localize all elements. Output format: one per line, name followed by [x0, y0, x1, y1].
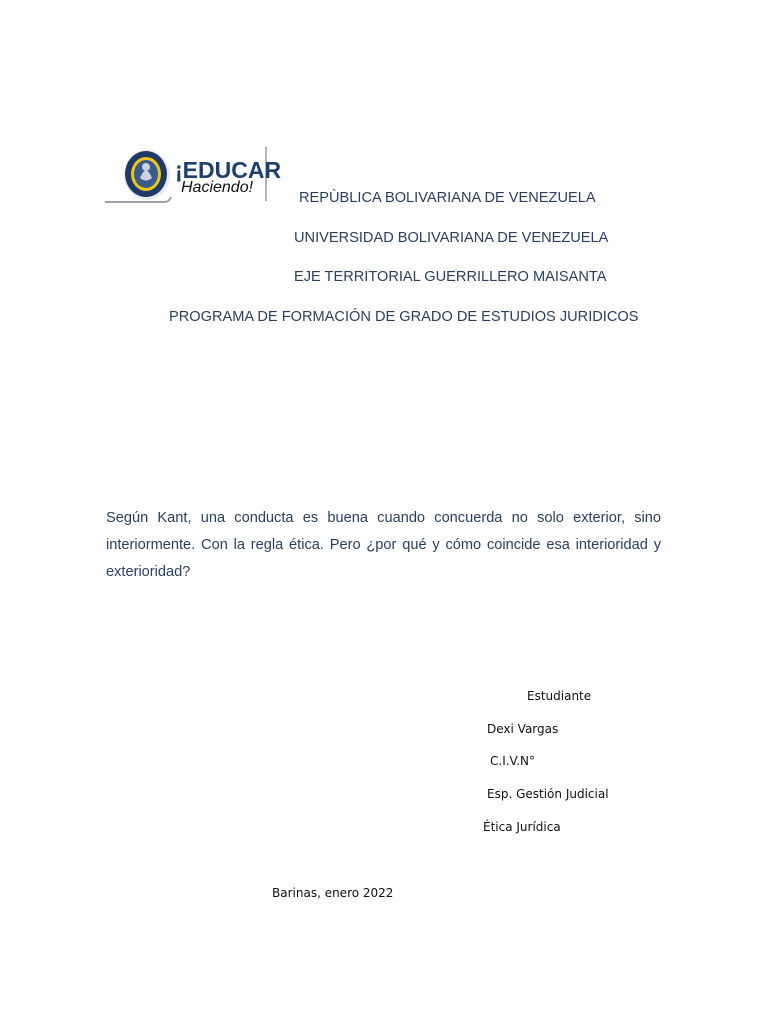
- header-territorial-axis: EJE TERRITORIAL GUERRILLERO MAISANTA: [294, 269, 607, 285]
- university-seal-icon: [124, 150, 170, 200]
- logo-text-haciendo: Haciendo!: [181, 179, 254, 196]
- student-name: Dexi Vargas: [487, 722, 559, 736]
- course-name: Ética Jurídica: [483, 820, 561, 834]
- header-program: PROGRAMA DE FORMACIÓN DE GRADO DE ESTUDIOS JURIDICOS: [169, 309, 639, 325]
- university-logo: [105, 145, 282, 207]
- header-republic: REPÙBLICA BOLIVARIANA DE VENEZUELA: [299, 190, 596, 206]
- logo-text-educar: ¡EDUCAR: [175, 157, 282, 183]
- place-date: Barinas, enero 2022: [272, 886, 394, 900]
- question-paragraph: Según Kant, una conducta es buena cuando concuerda no solo exterior, sino interiormente. Con la regla ética. Pero ¿por qué y cómo coincide esa interioridad y exterioridad?: [106, 510, 661, 580]
- header-university: UNIVERSIDAD BOLIVARIANA DE VENEZUELA: [294, 230, 609, 246]
- student-id-label: C.I.V.N°: [490, 754, 535, 768]
- student-specialty: Esp. Gestión Judicial: [487, 787, 609, 801]
- educar-haciendo-logo: [105, 145, 282, 207]
- student-role-label: Estudiante: [527, 689, 592, 703]
